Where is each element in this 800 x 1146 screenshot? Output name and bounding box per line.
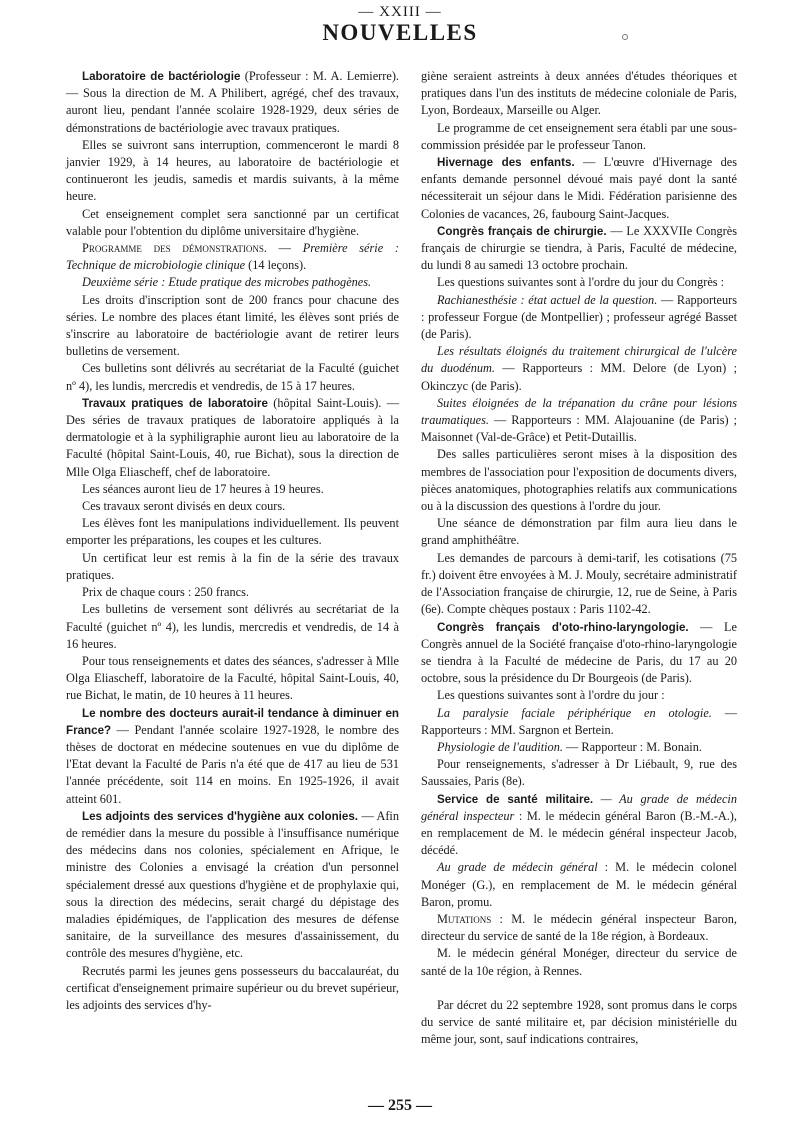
paragraph xyxy=(421,343,737,395)
paragraph: Des salles particulières seront mises à la disposition des membres de l'association pour l'exposition de documents divers, pièces anatomiques, photographies relatifs aux communications ou à la discussion des questions à l'ordre du jour. xyxy=(421,447,737,514)
paragraph-text: — Rapporteurs : professeur Forgue (de Montpellier) ; professeur agrégé Basset (de Paris). xyxy=(421,292,737,342)
italic-text: Au grade de médecin général xyxy=(437,860,598,875)
page-title: NOUVELLES xyxy=(322,20,478,45)
paragraph: Une séance de démonstration par film aura lieu dans le grand amphithéâtre. xyxy=(421,516,737,548)
section-heading: Le nombre des docteurs aurait-il tendance à diminuer en France? xyxy=(66,706,399,737)
paragraph: Recrutés parmi les jeunes gens possesseurs du baccalauréat, du certificat d'enseignement primaire supérieur ou du brevet supérieur, les adjoints des services d'hy- xyxy=(66,963,399,1012)
paragraph xyxy=(421,911,737,945)
section-heading: Laboratoire de bactériologie xyxy=(82,70,241,83)
paragraph-text: : M. le médecin colonel Monéger (G.), en remplacement de M. le médecin général Baron, promu. xyxy=(421,860,737,909)
paragraph: Les bulletins de versement sont délivrés au secrétariat de la Faculté (guichet nº 4), les lundis, mercredis et vendredis, de 14 à 16 heures. xyxy=(66,602,399,651)
paragraph: Elles se suivront sans interruption, commenceront le mardi 8 janvier 1929, à 14 heures, au laboratoire de bactériologie et continueront les jeudis, samedis et mardis suivants, à la même heure. xyxy=(66,137,399,204)
italic-text: Physiologie de l'audition. xyxy=(437,739,563,754)
italic-text: Suites éloignées de la trépanation du crâne pour lésions traumatiques. xyxy=(421,395,737,428)
paragraph xyxy=(421,791,737,860)
paragraph xyxy=(66,274,399,291)
paragraph: Par décret du 22 septembre 1928, sont promus dans le corps du service de santé militaire et, par décision ministérielle du même jour, sont, sauf indications contraires, xyxy=(421,997,737,1047)
paragraph-text: — Rapporteurs : MM. Delore (de Lyon) ; Okinczyc (de Paris). xyxy=(421,361,737,393)
paragraph xyxy=(66,240,399,274)
small-caps-label: Programme des démonstrations. xyxy=(82,241,267,256)
page-roman-numeral: — XXIII — xyxy=(358,4,442,20)
paragraph xyxy=(421,859,737,911)
paragraph xyxy=(66,808,399,963)
section-heading: Congrès français de chirurgie. xyxy=(437,224,607,238)
paragraph: Ces travaux seront divisés en deux cours. xyxy=(82,499,286,514)
paragraph xyxy=(421,705,737,739)
italic-text: Les résultats éloignés du traitement chirurgical de l'ulcère du duodénum. xyxy=(421,344,737,376)
paragraph-text: — Pendant l'année scolaire 1927-1928, le nombre des thèses de doctorat en médecine soutenues en vue du diplôme de l'Etat devant la Faculté de Paris n'a été que de 417 au lieu de 531 l'année précédente, soit 114 en moins. En 1925-1926, il avait atteint 601. xyxy=(66,722,399,806)
paragraph: Les questions suivantes sont à l'ordre du jour du Congrès : xyxy=(437,275,725,290)
italic-text: La paralysie faciale périphérique en otologie. xyxy=(437,705,712,720)
section-heading: Travaux pratiques de laboratoire xyxy=(82,396,268,410)
paragraph: Les demandes de parcours à demi-tarif, les cotisations (75 fr.) doivent être envoyées à M. J. Mouly, secrétaire administratif de l'Association française de chirurgie, 12, rue de Seine, à Paris (6e). Compte chèques postaux : Paris 1102-42. xyxy=(421,550,737,617)
paragraph: Les séances auront lieu de 17 heures à 19 heures. xyxy=(82,481,324,496)
paragraph: Pour tous renseignements et dates des séances, s'adresser à Mlle Olga Eliascheff, laboratoire de la Faculté, hôpital Saint-Louis, 40, rue Bichat, le matin, de 10 heures à 11 heures. xyxy=(66,653,399,703)
section-heading: Congrès français d'oto-rhino-laryngologie. xyxy=(437,620,689,634)
paragraph: Ces bulletins sont délivrés au secrétariat de la Faculté (guichet nº 4), les lundis, mercredis et vendredis, de 15 à 17 heures. xyxy=(66,361,399,393)
paragraph-text: : M. le médecin général inspecteur Baron, directeur du service de santé de la 18e région, à Bordeaux. xyxy=(421,911,737,944)
italic-text: Deuxième série : Etude pratique des microbes pathogènes. xyxy=(82,275,372,290)
paragraph: Le programme de cet enseignement sera établi par une sous-commission présidée par le professeur Tanon. xyxy=(421,120,737,152)
paragraph-text: — Afin de remédier dans la mesure du possible à l'insuffisance numérique des médecins dans nos colonies, spécialement en Afrique, le ministre des Colonies a envisagé la création d'un personnel spécialement dressé aux questions d'hygiène et de prophylaxie qui, sous la direction des médecins, serait chargé du dépistage des maladies épidémiques, de l'application des mesures de défense sanitaire, de la surveillance des mesures d'assainissement, du contrôle des mesures d'hygiène, etc. xyxy=(66,808,400,961)
paragraph-text: — Rapporteurs : MM. Alajouanine (de Paris) ; Maisonnet (Val-de-Grâce) et Petit-Dutaillis. xyxy=(421,413,737,445)
paragraph: Pour renseignements, s'adresser à Dr Liébault, 9, rue des Saussaies, Paris (8e). xyxy=(421,757,737,789)
page-number: — 255 — xyxy=(368,1097,432,1114)
paragraph: giène seraient astreints à deux années d'études théoriques et pratiques dans l'un des instituts de médecine coloniale de Paris, Lyon, Bordeaux, Marseille ou Alger. xyxy=(421,69,737,118)
small-caps-label: Mutations xyxy=(437,911,492,926)
paragraph-text: (Professeur : M. A. Lemierre). — Sous la direction de M. A Philibert, agrégé, chef des travaux, auront lieu, pendant l'année scolaire 1928-1929, deux séries de démonstrations de bactériologie avec travaux pratiques. xyxy=(66,69,399,135)
right-column xyxy=(421,68,737,1048)
paragraph-text: — Rapporteurs : MM. Sargnon et Bertein. xyxy=(421,705,738,737)
paragraph xyxy=(66,705,399,808)
paragraph xyxy=(66,68,399,137)
paragraph-text: — Le Congrès annuel de la Société française d'oto-rhino-laryngologie se tiendra à la Faculté de médecine de Paris, du 17 au 20 octobre, sous la présidence du Dr Bourgeois (de Paris). xyxy=(421,619,738,686)
paragraph: Cet enseignement complet sera sanctionné par un certificat valable pour l'obtention du diplôme universitaire d'hygiène. xyxy=(66,206,399,238)
section-heading: Hivernage des enfants. xyxy=(437,156,575,170)
paragraph-text: — Le XXXVIIe Congrès français de chirurgie se tiendra, à Paris, Faculté de médecine, du lundi 8 au samedi 13 octobre prochain. xyxy=(421,223,738,273)
left-column xyxy=(66,68,399,1014)
paragraph-text: : M. le médecin général Baron (B.-M.-A.), en remplacement de M. le médecin général inspecteur Jacob, décédé. xyxy=(421,808,737,858)
paragraph xyxy=(421,395,737,447)
paragraph-text: — Rapporteur : M. Bonain. xyxy=(562,739,702,754)
paragraph xyxy=(421,154,737,223)
paragraph xyxy=(421,739,737,756)
paragraph: Les droits d'inscription sont de 200 francs pour chacune des séries. Le nombre des places étant limité, les élèves sont priés de s'inscrire au laboratoire de bactériologie avant de retirer leurs bulletins de versement. xyxy=(66,292,399,359)
paragraph: Prix de chaque cours : 250 francs. xyxy=(82,585,249,600)
italic-text: Première série : Technique de microbiologie clinique xyxy=(66,241,399,273)
paragraph xyxy=(421,292,737,344)
paragraph: Les questions suivantes sont à l'ordre du jour : xyxy=(437,688,665,703)
paragraph-text: — L'œuvre d'Hivernage des enfants demande personnel dévoué mais payé dont la santé nécessiterait un séjour dans le Midi. Fédération parisienne des Colonies de vacances, 26, faubourg Saint-Jacques. xyxy=(421,155,737,221)
dash: — xyxy=(266,241,303,256)
paragraph: Les élèves font les manipulations individuellement. Ils peuvent emporter les préparations, les coupes et les cultures. xyxy=(66,516,399,548)
paragraph: Un certificat leur est remis à la fin de la série des travaux pratiques. xyxy=(66,550,399,582)
italic-text: — Au grade de médecin général inspecteur xyxy=(421,791,737,823)
paragraph xyxy=(421,619,737,688)
paragraph: M. le médecin général Monéger, directeur du service de santé de la 10e région, à Rennes. xyxy=(421,946,737,978)
paragraph-text: (14 leçons). xyxy=(245,258,307,273)
section-heading: Service de santé militaire. xyxy=(437,792,594,806)
italic-text: Rachianesthésie : état actuel de la question. xyxy=(437,292,658,307)
section-heading: Les adjoints des services d'hygiène aux colonies. xyxy=(82,809,359,823)
paragraph-text: (hôpital Saint-Louis). — Des séries de travaux pratiques de laboratoire appliqués à la dermatologie et à la syphiligraphie auront lieu au laboratoire de la Faculté (hôpital Saint-Louis, 40, rue Bichat), sous la direction de Mlle Olga Eliascheff, chef de laboratoire. xyxy=(66,395,399,479)
paragraph xyxy=(66,395,399,481)
paragraph xyxy=(421,223,737,275)
